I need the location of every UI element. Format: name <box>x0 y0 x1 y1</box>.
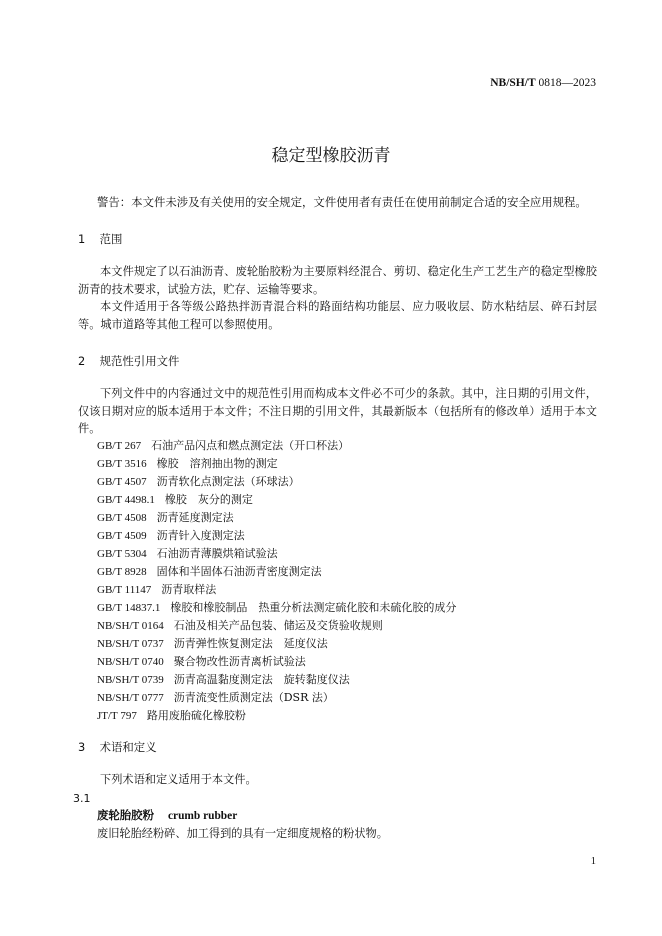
term-english: crumb rubber <box>167 810 238 822</box>
document-code-number: 0818—2023 <box>535 77 596 89</box>
section-3-number: 3 <box>78 740 86 754</box>
section-1-paragraph-2: 本文件适用于各等级公路热拌沥青混合料的路面结构功能层、应力吸收层、防水粘结层、碎石封层等。城市道路等其他工程可以参照使用。 <box>78 300 597 331</box>
reference-title: 沥青软化点测定法（环球法） <box>156 475 300 488</box>
reference-code: NB/SH/T 0164 <box>97 620 164 632</box>
reference-item <box>97 563 456 581</box>
section-2-intro: 下列文件中的内容通过文中的规范性引用而构成本文件必不可少的条款。其中，注日期的引用文件，仅该日期对应的版本适用于本文件；不注日期的引用文件，其最新版本（包括所有的修改单）适用于本文件。 <box>78 387 597 435</box>
section-2-number: 2 <box>78 354 86 368</box>
reference-title: 橡胶 灰分的测定 <box>164 493 253 506</box>
term-number: 3.1 <box>73 792 91 805</box>
reference-code: GB/T 4507 <box>97 476 147 488</box>
document-code <box>490 77 596 89</box>
reference-title: 橡胶 溶剂抽出物的测定 <box>156 457 278 470</box>
reference-title: 沥青流变性质测定法（DSR 法） <box>173 691 334 704</box>
reference-item <box>97 707 456 725</box>
reference-item <box>97 635 456 653</box>
reference-code: NB/SH/T 0737 <box>97 638 164 650</box>
page-number: 1 <box>590 856 596 867</box>
reference-title: 石油产品闪点和燃点测定法（开口杯法） <box>151 439 350 452</box>
reference-code: JT/T 797 <box>97 710 137 722</box>
reference-code: GB/T 14837.1 <box>97 602 161 614</box>
reference-code: GB/T 4498.1 <box>97 494 155 506</box>
page-title: 稳定型橡胶沥青 <box>271 146 391 166</box>
section-1-number: 1 <box>78 232 86 246</box>
normative-reference-list <box>97 437 456 725</box>
section-2-title: 规范性引用文件 <box>99 354 180 368</box>
reference-code: GB/T 4508 <box>97 512 147 524</box>
warning-notice: 警告：本文件未涉及有关使用的安全规定，文件使用者有责任在使用前制定合适的安全应用规程。 <box>97 195 587 209</box>
reference-item <box>97 599 456 617</box>
reference-title: 沥青延度测定法 <box>156 511 234 524</box>
reference-title: 沥青针入度测定法 <box>156 529 245 542</box>
section-1-paragraph-1: 本文件规定了以石油沥青、废轮胎胶粉为主要原料经混合、剪切、稳定化生产工艺生产的稳定型橡胶沥青的技术要求，试验方法，贮存、运输等要求。 <box>78 265 597 296</box>
reference-code: GB/T 11147 <box>97 584 152 596</box>
reference-code: GB/T 3516 <box>97 458 147 470</box>
section-3-intro: 下列术语和定义适用于本文件。 <box>100 773 257 786</box>
reference-item <box>97 509 456 527</box>
reference-title: 路用废胎硫化橡胶粉 <box>146 709 246 722</box>
reference-title: 沥青取样法 <box>161 583 217 596</box>
reference-title: 石油沥青薄膜烘箱试验法 <box>156 547 278 560</box>
reference-title: 橡胶和橡胶制品 热重分析法测定硫化胶和未硫化胶的成分 <box>170 601 457 614</box>
reference-code: NB/SH/T 0739 <box>97 674 164 686</box>
reference-item <box>97 491 456 509</box>
reference-code: GB/T 8928 <box>97 566 147 578</box>
term-heading <box>97 807 237 823</box>
reference-title: 沥青弹性恢复测定法 延度仪法 <box>173 637 328 650</box>
term-chinese: 废轮胎胶粉 <box>97 808 154 822</box>
term-definition: 废旧轮胎经粉碎、加工得到的具有一定细度规格的粉状物。 <box>97 827 388 840</box>
reference-item <box>97 617 456 635</box>
reference-item <box>97 455 456 473</box>
section-2-heading <box>78 353 179 369</box>
reference-title: 固体和半固体石油沥青密度测定法 <box>156 565 322 578</box>
reference-item <box>97 689 456 707</box>
reference-title: 聚合物改性沥青离析试验法 <box>173 655 306 668</box>
reference-code: NB/SH/T 0777 <box>97 692 164 704</box>
reference-title: 石油及相关产品包装、储运及交货验收规则 <box>173 619 383 632</box>
reference-item <box>97 437 456 455</box>
reference-item <box>97 653 456 671</box>
reference-item <box>97 671 456 689</box>
reference-title: 沥青高温黏度测定法 旋转黏度仪法 <box>173 673 350 686</box>
section-1-heading <box>78 231 122 247</box>
reference-item <box>97 581 456 599</box>
section-3-heading <box>78 739 157 755</box>
document-code-standard: NB/SH/T <box>490 77 536 89</box>
reference-item <box>97 527 456 545</box>
reference-item <box>97 545 456 563</box>
section-1-title: 范围 <box>99 232 123 246</box>
reference-code: GB/T 4509 <box>97 530 147 542</box>
reference-item <box>97 473 456 491</box>
reference-code: GB/T 5304 <box>97 548 147 560</box>
reference-code: GB/T 267 <box>97 440 142 452</box>
section-3-title: 术语和定义 <box>99 740 157 754</box>
reference-code: NB/SH/T 0740 <box>97 656 164 668</box>
